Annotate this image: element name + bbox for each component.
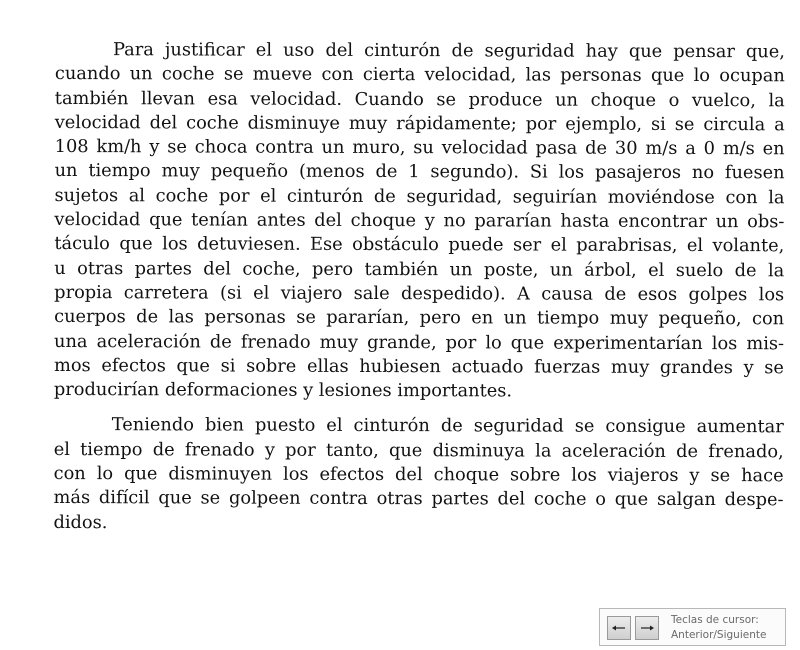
arrow-left-icon (612, 624, 626, 632)
text-line: velocidad que tenían antes del choque y no pararían hasta encontrar un obs- (54, 209, 785, 233)
document-body (53, 38, 785, 537)
text-line: producirían deformaciones y lesiones importantes. (53, 379, 513, 402)
navigation-panel (599, 608, 786, 646)
paragraph-1 (54, 38, 785, 405)
text-line: más difícil que se golpeen contra otras partes del coche o que salgan despe- (53, 487, 784, 511)
text-line: 108 km/h y se choca contra un muro, su velocidad pasa de 30 m/s a 0 m/s en (54, 136, 785, 160)
text-line: sujetos al coche por el cinturón de seguridad, seguirían moviéndose con la (54, 184, 785, 209)
text-line: cuerpos de las personas se pararían, pero en un tiempo muy pequeño, con (54, 306, 785, 330)
text-line: el tiempo de frenado y por tanto, que disminuya la aceleración de frenado, (53, 438, 784, 463)
text-line: un tiempo muy pequeño (menos de 1 segundo). Si los pasajeros no fuesen (54, 160, 785, 184)
text-line: también llevan esa velocidad. Cuando se produce un choque o vuelco, la (54, 87, 785, 111)
text-line: u otras partes del coche, pero también un poste, un árbol, el suelo de la (54, 257, 785, 281)
text-line: Teniendo bien puesto el cinturón de seguridad se consigue aumentar (111, 414, 784, 438)
text-line: cuando un coche se mueve con cierta velocidad, las personas que lo ocupan (54, 63, 785, 87)
caption-title: Teclas de cursor: (671, 614, 759, 626)
text-line: propia carretera (si el viajero sale despedido). A causa de esos golpes los (54, 281, 785, 306)
navigation-caption (671, 613, 766, 643)
text-line: Para justificar el uso del cinturón de seguridad hay que pensar que, (112, 39, 785, 63)
next-button[interactable] (635, 616, 659, 640)
arrow-right-icon (640, 624, 654, 632)
previous-button[interactable] (607, 616, 631, 640)
text-line: velocidad del coche disminuye muy rápidamente; por ejemplo, si se circula a (54, 111, 785, 136)
paragraph-2 (53, 413, 783, 537)
text-line: táculo que los detuviesen. Ese obstáculo puede ser el parabrisas, el volante, (54, 233, 785, 257)
text-line: didos. (53, 511, 108, 533)
text-line: una aceleración de frenado muy grande, por lo que experimentarían los mis- (54, 330, 785, 354)
caption-subtitle: Anterior/Siguiente (671, 629, 767, 641)
text-line: mos efectos que si sobre ellas hubiesen actuado fuerzas muy grandes y se (53, 354, 785, 379)
text-line: con lo que disminuyen los efectos del choque sobre los viajeros y se hace (53, 463, 784, 487)
